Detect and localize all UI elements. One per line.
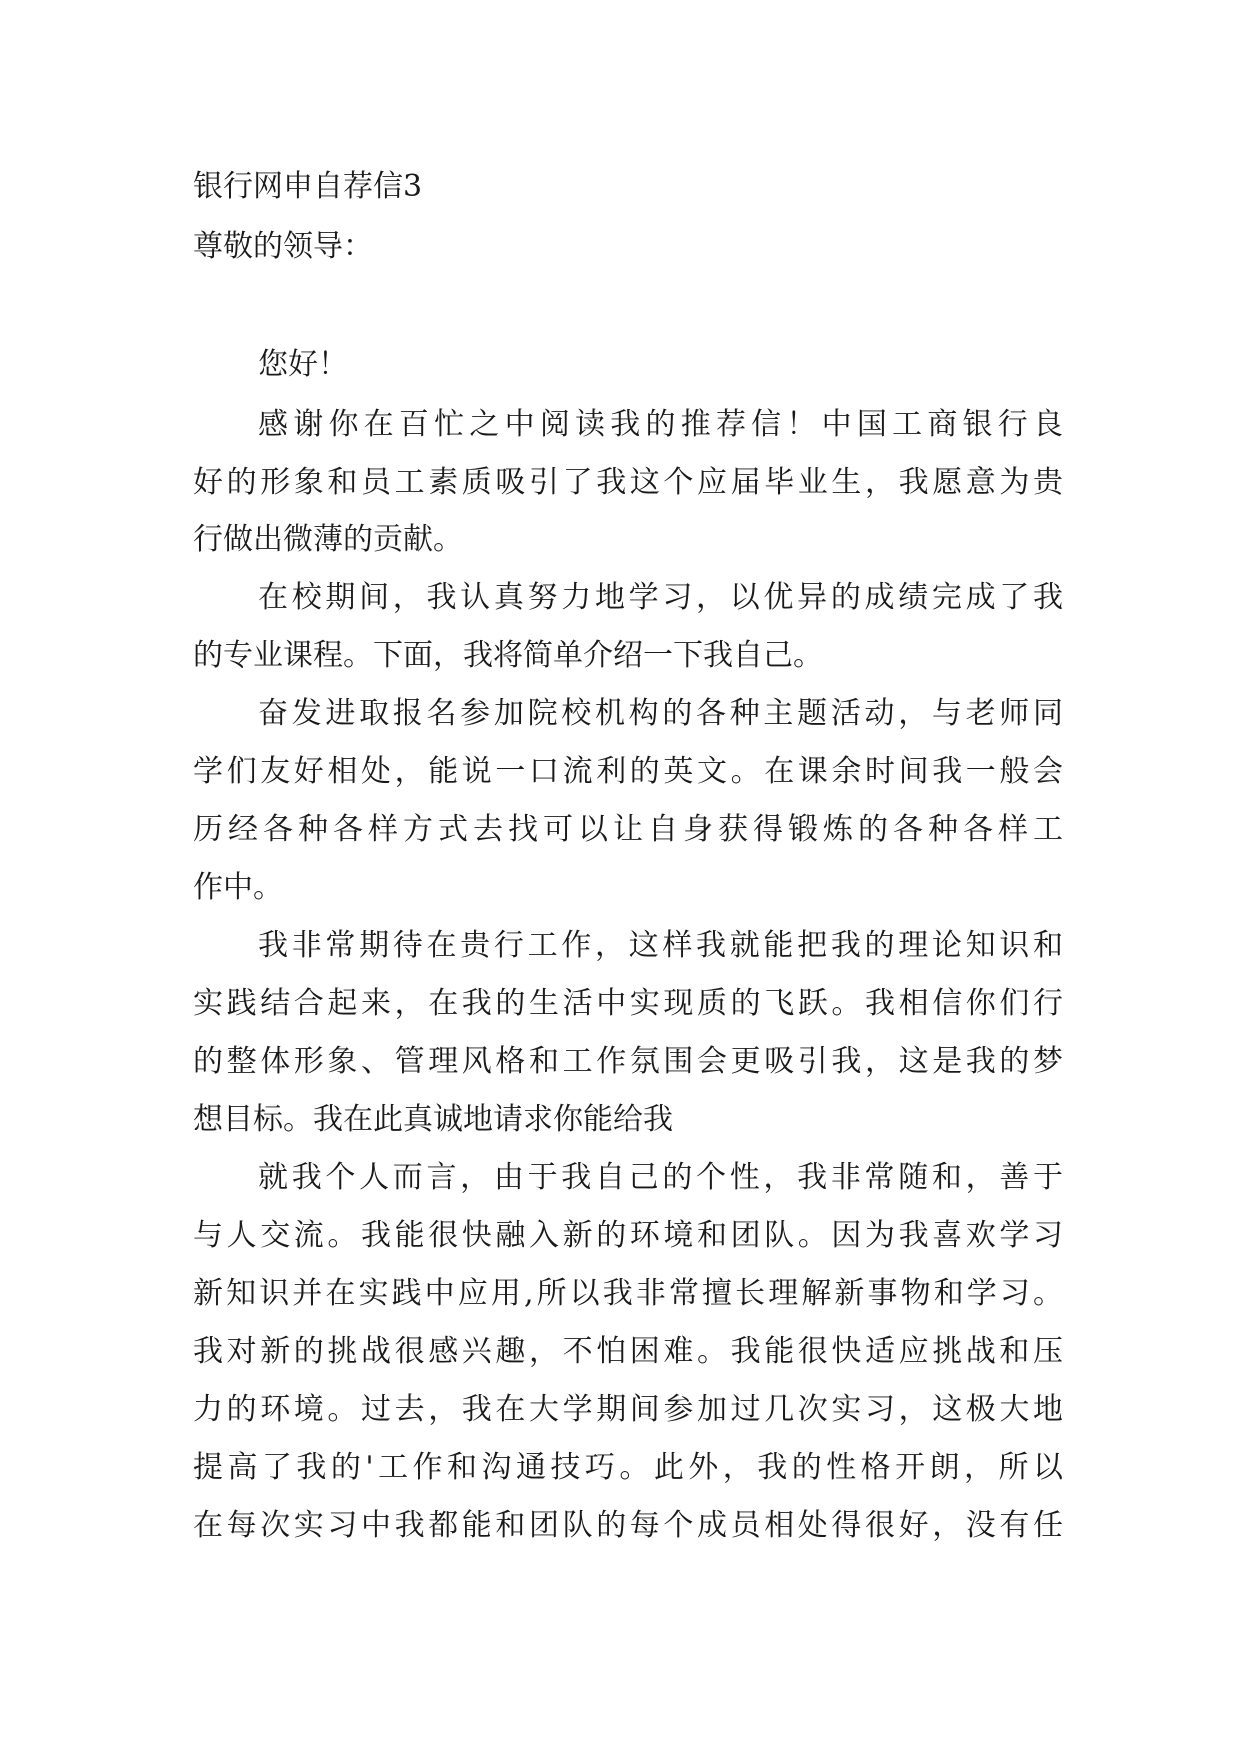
body-line: 想目标。我在此真诚地请求你能给我 [193, 1102, 673, 1137]
body-line: 新知识并在实践中应用,所以我非常擅长理解新事物和学习。 [193, 1276, 1063, 1311]
body-line: 好的形象和员工素质吸引了我这个应届毕业生，我愿意为贵 [193, 465, 1063, 500]
body-line: 学们友好相处，能说一口流利的英文。在课余时间我一般会 [193, 754, 1063, 789]
body-line: 作中。 [193, 870, 283, 905]
body-line: 的专业课程。下面，我将简单介绍一下我自己。 [193, 638, 823, 673]
greeting: 您好！ [258, 347, 348, 382]
body-line: 实践结合起来，在我的生活中实现质的飞跃。我相信你们行 [193, 986, 1063, 1021]
body-line: 就我个人而言，由于我自己的个性，我非常随和，善于 [258, 1160, 1063, 1195]
body-line: 奋发进取报名参加院校机构的各种主题活动，与老师同 [258, 696, 1063, 731]
body-line: 历经各种各样方式去找可以让自身获得锻炼的各种各样工 [193, 812, 1063, 847]
body-line: 我对新的挑战很感兴趣，不怕困难。我能很快适应挑战和压 [193, 1334, 1063, 1369]
body-line: 提高了我的'工作和沟通技巧。此外，我的性格开朗，所以 [193, 1450, 1063, 1485]
body-line: 在每次实习中我都能和团队的每个成员相处得很好，没有任 [193, 1508, 1063, 1543]
body-line: 力的环境。过去，我在大学期间参加过几次实习，这极大地 [193, 1392, 1063, 1427]
body-line: 感谢你在百忙之中阅读我的推荐信！中国工商银行良 [258, 407, 1063, 442]
body-line: 行做出微薄的贡献。 [193, 522, 463, 557]
body-line: 与人交流。我能很快融入新的环境和团队。因为我喜欢学习 [193, 1218, 1063, 1253]
body-line: 的整体形象、管理风格和工作氛围会更吸引我，这是我的梦 [193, 1044, 1063, 1079]
body-line: 我非常期待在贵行工作，这样我就能把我的理论知识和 [258, 928, 1063, 963]
salutation: 尊敬的领导： [193, 229, 373, 264]
document-title: 银行网申自荐信3 [193, 169, 423, 204]
body-line: 在校期间，我认真努力地学习，以优异的成绩完成了我 [258, 580, 1063, 615]
